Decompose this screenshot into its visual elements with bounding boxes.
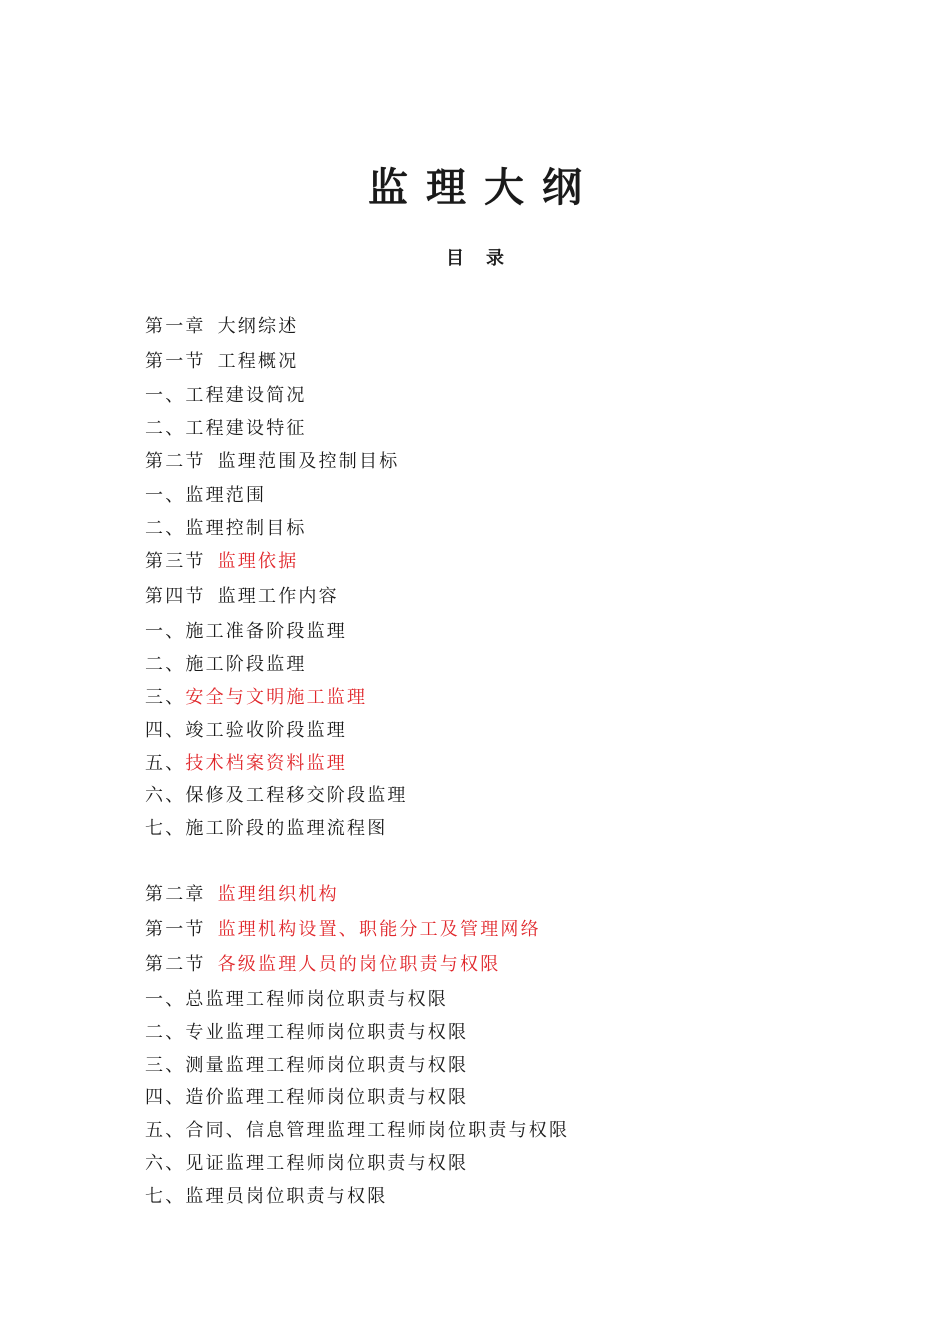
toc-item-title: 监理范围: [185, 485, 267, 506]
toc-item[interactable]: [145, 749, 347, 779]
toc-heading: [0, 246, 950, 272]
toc-item-number: 五、: [145, 1120, 186, 1141]
toc-item[interactable]: [145, 985, 448, 1015]
toc-item[interactable]: [145, 547, 298, 577]
toc-item-number: 一、: [145, 485, 186, 506]
toc-item[interactable]: [145, 514, 307, 544]
toc-item[interactable]: [145, 716, 347, 746]
toc-item[interactable]: [145, 481, 266, 511]
toc-item-number: 第一节: [145, 351, 206, 372]
toc-item[interactable]: [145, 915, 541, 945]
toc-item-title: 安全与文明施工监理: [185, 687, 368, 708]
toc-item[interactable]: [145, 683, 367, 713]
toc-item-title: 见证监理工程师岗位职责与权限: [185, 1153, 469, 1174]
toc-item-number: 六、: [145, 785, 186, 806]
toc-item-title: 监理机构设置、职能分工及管理网络: [217, 919, 541, 940]
toc-item-title: 保修及工程移交阶段监理: [185, 785, 408, 806]
toc-item-title: 合同、信息管理监理工程师岗位职责与权限: [185, 1120, 570, 1141]
toc-item-title: 工程建设特征: [185, 418, 307, 439]
toc-item-title: 专业监理工程师岗位职责与权限: [185, 1022, 469, 1043]
toc-item[interactable]: [145, 1116, 569, 1146]
toc-item-number: 六、: [145, 1153, 186, 1174]
toc-item-number: 二、: [145, 654, 186, 675]
toc-item-title: 总监理工程师岗位职责与权限: [185, 989, 449, 1010]
toc-item[interactable]: [145, 381, 307, 411]
toc-item-title: 工程建设简况: [185, 385, 307, 406]
toc-item-number: 一、: [145, 621, 186, 642]
toc-item-number: 五、: [145, 753, 186, 774]
toc-item-title: 监理控制目标: [185, 518, 307, 539]
toc-item-number: 第一节: [145, 919, 206, 940]
toc-item-number: 四、: [145, 720, 186, 741]
toc-item-title: 监理范围及控制目标: [217, 451, 400, 472]
toc-item-number: 第二节: [145, 451, 206, 472]
toc-item-title: 测量监理工程师岗位职责与权限: [185, 1055, 469, 1076]
toc-item-number: 第四节: [145, 586, 206, 607]
toc-item-number: 二、: [145, 1022, 186, 1043]
toc-item[interactable]: [145, 1182, 387, 1212]
toc-item-title: 造价监理工程师岗位职责与权限: [185, 1087, 469, 1108]
toc-item-number: 三、: [145, 1055, 186, 1076]
toc-item[interactable]: [145, 1149, 468, 1179]
toc-heading-right: 录: [486, 248, 504, 269]
toc-item[interactable]: [145, 1018, 468, 1048]
toc-item[interactable]: [145, 1083, 468, 1113]
toc-item-number: 第一章: [145, 316, 206, 337]
toc-item-title: 施工阶段的监理流程图: [185, 818, 388, 839]
toc-item-number: 二、: [145, 418, 186, 439]
toc-item-number: 一、: [145, 385, 186, 406]
toc-item[interactable]: [145, 582, 339, 612]
toc-item-number: 二、: [145, 518, 186, 539]
toc-item-number: 三、: [145, 687, 186, 708]
toc-item-title: 各级监理人员的岗位职责与权限: [217, 954, 501, 975]
toc-item[interactable]: [145, 1051, 468, 1081]
toc-item-number: 七、: [145, 1186, 186, 1207]
toc-item[interactable]: [145, 781, 408, 811]
toc-item[interactable]: [145, 347, 298, 377]
toc-item-title: 技术档案资料监理: [185, 753, 348, 774]
toc-item-title: 监理员岗位职责与权限: [185, 1186, 388, 1207]
toc-item-number: 第二节: [145, 954, 206, 975]
toc-item-title: 竣工验收阶段监理: [185, 720, 348, 741]
toc-item-title: 施工准备阶段监理: [185, 621, 348, 642]
toc-item-number: 四、: [145, 1087, 186, 1108]
toc-item-title: 施工阶段监理: [185, 654, 307, 675]
toc-item[interactable]: [145, 447, 399, 477]
toc-item[interactable]: [145, 650, 307, 680]
document-title: 监理大纲: [368, 165, 600, 211]
toc-item[interactable]: [145, 414, 307, 444]
toc-heading-left: 目: [446, 248, 464, 269]
toc-item-number: 第三节: [145, 551, 206, 572]
toc-item-number: 七、: [145, 818, 186, 839]
toc-item-title: 监理依据: [217, 551, 299, 572]
toc-item-number: 一、: [145, 989, 186, 1010]
toc-item-number: 第二章: [145, 884, 206, 905]
toc-item-title: 监理组织机构: [217, 884, 339, 905]
toc-item[interactable]: [145, 312, 298, 342]
toc-item[interactable]: [145, 814, 387, 844]
toc-item-title: 大纲综述: [217, 316, 299, 337]
toc-item[interactable]: [145, 950, 500, 980]
toc-item[interactable]: [145, 617, 347, 647]
toc-item[interactable]: [145, 880, 339, 910]
toc-item-title: 监理工作内容: [217, 586, 339, 607]
toc-item-title: 工程概况: [217, 351, 299, 372]
